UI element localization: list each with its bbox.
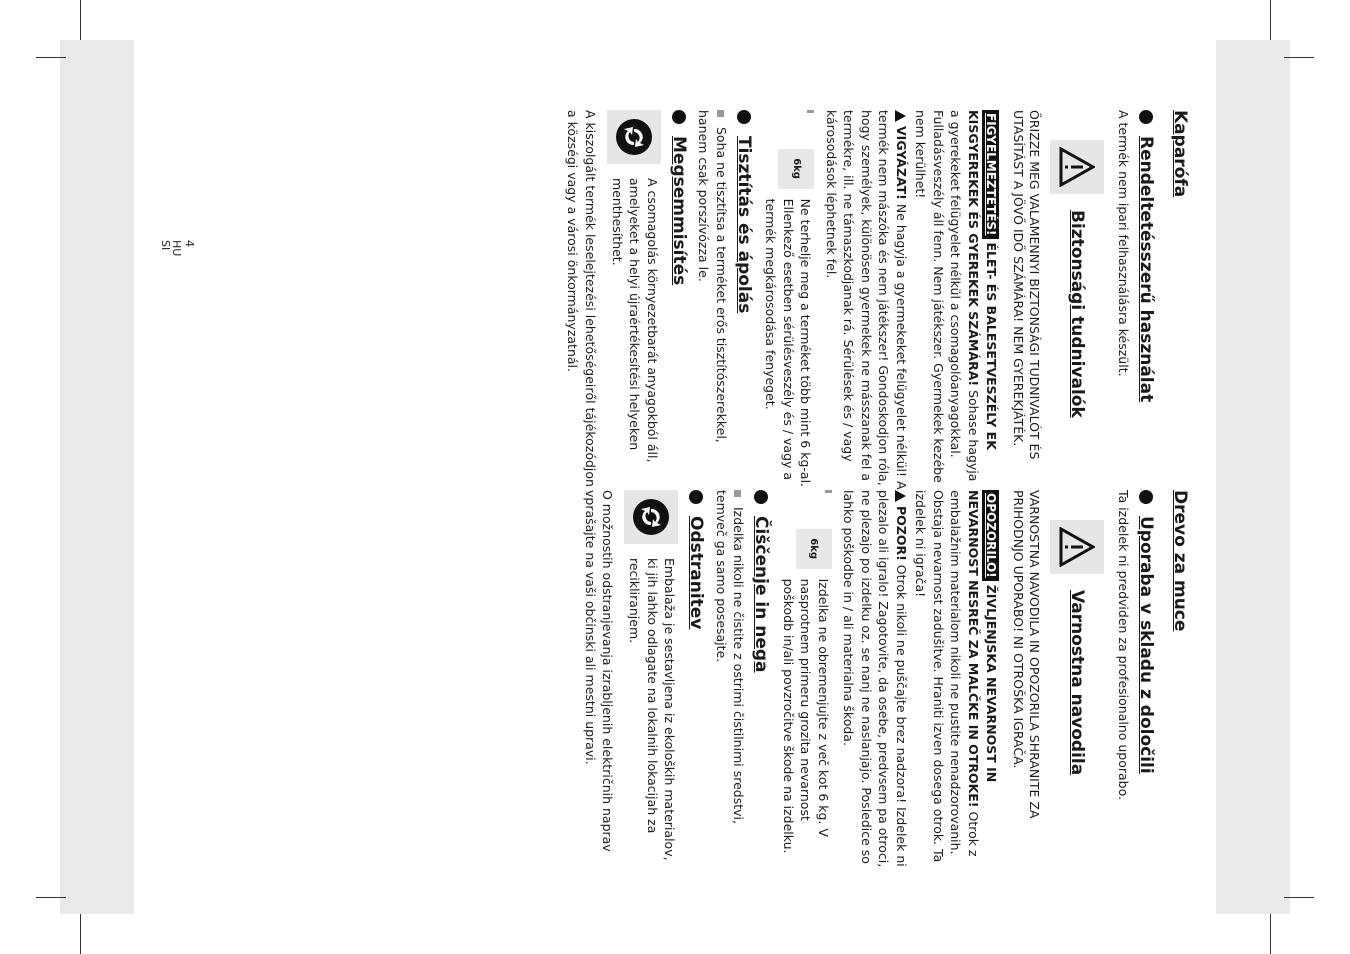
warning-text-si: Otrok z embalažnim materialom nikoli ne pustite nenadzorovanih. Obstaja nevarnost zadušitve. Hraniti izven dosega otrok. Ta izdelek ni igrača! [913,490,981,863]
product-title-si: Drevo za muce [1170,490,1190,632]
caution-paragraph-si [840,490,910,870]
disposal-text2-hu: A kiszolgált termék leselejtezési lehetőségeiről tájékozódjon a községi vagy a városi önkormányzatnál. [565,110,598,487]
caution-label-si: POZOR! [894,506,909,561]
bullet-dot [1139,490,1153,504]
safety-title-si: Varnostna navodila [1067,590,1088,776]
column-slovenian [582,490,1191,870]
disposal-recycle-hu [607,110,661,490]
crop-mark [36,897,66,898]
safety-heading-hu [1051,140,1105,490]
section-title: Odstranitev [686,516,707,630]
disposal-recycle-si [625,490,679,870]
warning-head-hu: ÉLET- ÉS BALESETVESZÉLY EK KISGYEREKEK ÉS GYEREKEK SZÁMÁRA! [966,110,1000,450]
warning-label-hu: FIGYELMEZTETÉS! [982,110,1000,239]
care-text-si [713,490,748,870]
page-number [84,120,196,257]
crop-mark [1270,0,1271,40]
square-bullet [717,110,724,117]
page-langs: HU SI [159,240,183,257]
section-heading-care-hu [734,110,754,490]
square-bullet [808,110,815,113]
care-text-value: Soha ne tisztítsa a terméket erős tisztítószerekkel, hanem csak porszívózza le. [696,110,729,443]
warning-triangle-icon [1051,140,1105,194]
warning-text-hu: Sohase hagyja a gyerekeket felügyelet nélkül a csomagolóanyagokkal. Fulladásveszély áll fenn. Nem játékszer. Gyermekek kezébe nem kerülhet! [913,110,981,483]
section-heading-intended-use-si [1136,490,1156,870]
document-content [200,110,1190,930]
section-title: Uporaba v skladu z določili [1136,516,1156,774]
intended-use-text-si: Ta izdelek ni predviden za profesionalno uporabo. [1116,490,1131,801]
crop-mark [1284,57,1314,58]
section-heading-disposal-hu [669,110,689,490]
bullet-dot [755,490,769,504]
weight-6kg-icon [779,149,815,189]
bullet-dot [672,110,686,124]
weight-limit-si [780,490,833,870]
weight-text-si: Izdelka ne obremenjujte z več kot 6 kg. V nasprotnem primeru grozita nevarnost poškodb in/ali povzročitve škode na izdelku. [781,578,831,854]
bullet-dot [737,110,751,124]
intended-use-text-hu: A termék nem ipari felhasználásra készült. [1116,110,1131,377]
warning-triangle-icon [1051,520,1105,574]
care-text-value: Izdelka nikoli ne čistite z ostrimi čistilnimi sredstvi, temveč ga samo posesajte. [714,490,747,824]
section-title: Rendeltetésszerű használat [1136,136,1156,403]
caution-paragraph-hu [823,110,911,490]
square-bullet [825,490,832,493]
safety-upper-text-si: VARNOSTNA NAVODILA IN OPOZORILA SHRANITE ZA PRIHODNJO UPORABO! NI OTROŠKA IGRAČA. [1011,490,1043,819]
section-heading-intended-use-hu [1136,110,1156,490]
crop-mark [80,914,81,954]
caution-triangle-icon [895,490,906,502]
bullet-dot [1139,110,1153,124]
page-number-value: 4 [183,240,196,247]
weight-limit-hu [762,110,815,490]
kg-icon-label: 6kg [791,158,802,179]
crop-mark [1270,914,1271,954]
section-title: Megsemmisítés [669,136,689,286]
disposal-text-si: Embalaža je sestavljena iz ekoloških materialov, ki jih lahko odlagate na lokalnih lokacijah za recikliranjem. [627,558,678,861]
crop-mark [1284,897,1314,898]
disposal-text-hu: A csomagolás környezetbarát anyagokból áll, amelyeket a helyi újraértékesítési helyeken menthesíthet. [610,178,660,463]
warning-paragraph-hu [912,110,1001,490]
weight-text-hu: Ne terhelje meg a terméket több mint 6 kg-al. Ellenkező esetben sérülésveszély és / vagy a termék megkárosodása fenyeget. [763,198,814,488]
section-title: Tisztítás és ápolás [734,136,754,314]
recycle-icon [625,490,679,544]
disposal-text2-si: O možnostih odstranjevanja izrabljenih električnih naprav vprašajte na vaši občinski ali mestni upravi. [583,490,616,852]
caution-text-si: Otrok nikoli ne puščajte brez nadzora! Izdelek ni plezalo ali igralo! Zagotovite, da osebe, predvsem pa otroci, ne plezajo po izdelku oz. se nanj ne naslanjajo. Posledice so lahko poškodbe in / ali materialna škoda. [841,490,909,868]
caution-label-hu: VIGYÁZAT! [894,126,909,200]
weight-6kg-icon [796,529,832,569]
section-title: Čiščenje in nega [751,516,772,673]
care-text-hu [695,110,730,490]
warning-label-si: OPOZORILO! [982,490,1000,581]
section-heading-disposal-si [687,490,707,870]
safety-heading-si [1051,520,1105,870]
crop-mark [36,57,66,58]
product-title-hu: Kaparófa [1170,110,1190,198]
square-bullet [735,490,742,497]
warning-paragraph-si [912,490,1001,870]
bullet-dot [690,490,704,504]
column-hungarian [564,110,1190,490]
safety-upper-text-hu: ŐRIZZE MEG VALAMENNYI BIZTONSÁGI TUDNIVALÓT ÉS UTASÍTÁST A JÖVŐ IDŐ SZÁMÁRA! NEM GYEREKJÁTÉK. [1011,110,1043,460]
caution-triangle-icon [895,110,906,122]
safety-title-hu: Biztonsági tudnivalók [1067,210,1088,418]
recycle-icon [607,110,661,164]
kg-icon-label: 6kg [808,538,820,559]
caution-text-hu: Ne hagyja a gyermekeket felügyelet nélkül! A termék nem mászóka és nem játékszer! Gondoskodjon róla, hogy személyek, különösen gyermekek ne másszanak fel a termékre, ill. ne támaszkodjanak rá. Sérülések és / vagy károsodások léphetnek fel. [824,110,909,490]
margin-strip-right [1216,40,1290,914]
crop-mark [80,0,81,40]
warning-head-si: ŽIVLJENJSKA NEVARNOST IN NEVARNOST NESREČ ZA MALČKE IN OTROKE! [966,490,1000,808]
section-heading-care-si [752,490,772,870]
